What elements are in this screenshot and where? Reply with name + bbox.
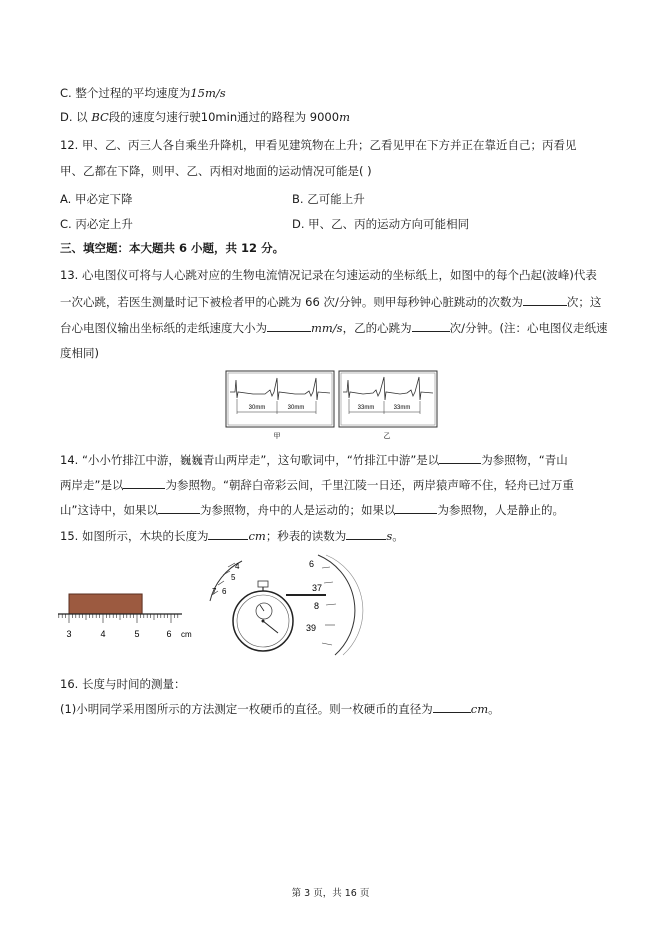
option-d-time: 10min	[200, 110, 238, 124]
q14-line3	[60, 502, 564, 517]
q14-blank-2[interactable]	[123, 477, 165, 489]
q13-line2-text: 一次心跳，若医生测量时记下被检者甲的心跳为 66 次/分钟。则甲每秒钟心脏跳动的次数为	[60, 295, 523, 309]
ecg-label-jia: 甲	[273, 433, 281, 440]
section3-count: 6	[179, 241, 188, 255]
option-d-segment: BC	[91, 110, 109, 124]
q16-part1	[60, 701, 500, 716]
ecg-figure	[225, 370, 440, 442]
q13-unit: mm/s	[311, 321, 343, 335]
q14-blank-4[interactable]	[395, 502, 437, 514]
small-dial-label-4: 4	[235, 562, 240, 571]
option-c-unit: m/s	[204, 86, 226, 100]
q15-line	[60, 528, 404, 543]
stopwatch-figure	[200, 553, 350, 663]
section3-heading	[60, 241, 284, 255]
q12-line1: 12. 甲、乙、丙三人各自乘坐升降机，甲看见建筑物在上升；乙看见甲在下方并正在靠近自己；丙看见	[60, 138, 577, 152]
large-dial-arc	[318, 555, 355, 655]
section3-text-c: 分。	[257, 241, 285, 255]
ruler-label-5: 5	[134, 629, 140, 639]
option-d-unit: m	[339, 110, 350, 124]
option-c-text: C. 整个过程的平均速度为	[60, 86, 191, 100]
q13-line2-end: 次；这	[566, 295, 602, 309]
q12-option-d: D. 甲、乙、丙的运动方向可能相同	[292, 217, 470, 231]
ruler-ticks	[59, 614, 178, 623]
q14-line2-text: 两岸走”是以	[60, 478, 124, 492]
section3-text-a: 三、填空题：本大题共	[60, 241, 180, 255]
q16-title: 16. 长度与时间的测量：	[60, 677, 186, 691]
q16-part1-text: (1)小明同学采用图所示的方法测定一枚硬币的直径。则一枚硬币的直径为	[60, 702, 433, 716]
ruler-figure	[58, 590, 190, 642]
ecg-panel-jia	[226, 371, 334, 440]
small-dial-label-7: 7	[212, 587, 217, 596]
option-d-middle: 段的速度匀速行驶	[108, 110, 201, 124]
q12-option-a: A. 甲必定下降	[60, 192, 133, 206]
wooden-block	[69, 594, 142, 614]
q16-part1-end: 。	[488, 702, 500, 716]
stopwatch-crown	[258, 581, 268, 587]
q12-option-b: B. 乙可能上升	[292, 192, 365, 206]
q15-blank-1[interactable]	[208, 528, 248, 540]
q16-blank-1[interactable]	[433, 701, 471, 713]
q15-text-c: 。	[392, 529, 404, 543]
q15-unit-cm: cm	[248, 529, 266, 543]
option-d-post: 通过的路程为	[237, 110, 310, 124]
ruler-unit: cm	[181, 630, 192, 639]
q15-unit-s: s	[386, 529, 393, 543]
q14-blank-3[interactable]	[158, 502, 200, 514]
q12-line2: 甲、乙都在下降，则甲、乙、丙相对地面的运动情况可能是( )	[60, 164, 372, 178]
large-dial-label-39: 39	[306, 623, 317, 633]
option-d-distance: 9000	[309, 110, 340, 124]
ecg-yi-dim-2: 33mm	[393, 405, 411, 411]
option-c-line	[60, 86, 226, 100]
q13-line2	[60, 294, 601, 309]
ecg-jia-dim-2: 30mm	[287, 405, 305, 411]
large-dial-label-6: 6	[309, 559, 315, 569]
option-d-prefix: D. 以	[60, 110, 92, 124]
q13-line3-end: 次/分钟。(注：心电图仪走纸速	[449, 321, 608, 335]
large-dial-label-37: 37	[312, 583, 323, 593]
ecg-label-yi: 乙	[383, 433, 391, 440]
q14-line1	[60, 452, 568, 467]
q13-line4: 度相同)	[60, 346, 99, 360]
ruler-label-3: 3	[66, 629, 72, 639]
q14-line1-text: 14. “小小竹排江中游，巍巍青山两岸走”，这句歌词中，“竹排江中游”是以	[60, 453, 440, 467]
option-c-value: 15	[190, 86, 205, 100]
q14-line1-end: 为参照物，“青山	[481, 453, 568, 467]
section3-text-b: 小题，共	[187, 241, 242, 255]
q15-blank-2[interactable]	[346, 528, 386, 540]
option-d-line	[60, 110, 350, 124]
q14-line3-text: 山”这诗中，如果以	[60, 503, 158, 517]
page-footer: 第 3 页，共 16 页	[291, 888, 370, 899]
q13-blank-2[interactable]	[267, 320, 311, 332]
ecg-jia-dim-1: 30mm	[248, 405, 266, 411]
ruler-label-4: 4	[100, 629, 106, 639]
q14-line2-end: 为参照物。“朝辞白帝彩云间，千里江陵一日还，两岸猿声啼不住，轻舟已过万重	[165, 478, 574, 492]
large-dial-label-8: 8	[314, 601, 320, 611]
q14-line2	[60, 477, 574, 492]
q13-blank-1[interactable]	[523, 294, 567, 306]
q16-unit: cm	[470, 702, 489, 716]
q13-line1: 13. 心电图仪可将与人心跳对应的生物电流情况记录在匀速运动的坐标纸上，如图中的每个凸起(波峰)代表	[60, 268, 597, 282]
q13-line3-text: 台心电图仪输出坐标纸的走纸速度大小为	[60, 321, 267, 335]
q13-blank-3[interactable]	[412, 320, 450, 332]
q14-line3-end: 为参照物，人是静止的。	[437, 503, 564, 517]
q14-blank-1[interactable]	[439, 452, 481, 464]
q14-line3-mid: 为参照物，舟中的人是运动的；如果以	[199, 503, 396, 517]
q15-text-b: ；秒表的读数为	[265, 529, 347, 543]
q13-line3-mid: ，乙的心跳为	[342, 321, 412, 335]
small-dial-label-5: 5	[231, 573, 236, 582]
ruler-label-6: 6	[166, 629, 172, 639]
q15-text-a: 15. 如图所示，木块的长度为	[60, 529, 209, 543]
section3-score: 12	[241, 241, 258, 255]
q13-line3	[60, 320, 607, 335]
small-dial-label-6: 6	[222, 587, 227, 596]
ecg-yi-dim-1: 33mm	[357, 405, 375, 411]
q12-option-c: C. 丙必定上升	[60, 217, 133, 231]
ecg-panel-yi	[339, 371, 437, 440]
